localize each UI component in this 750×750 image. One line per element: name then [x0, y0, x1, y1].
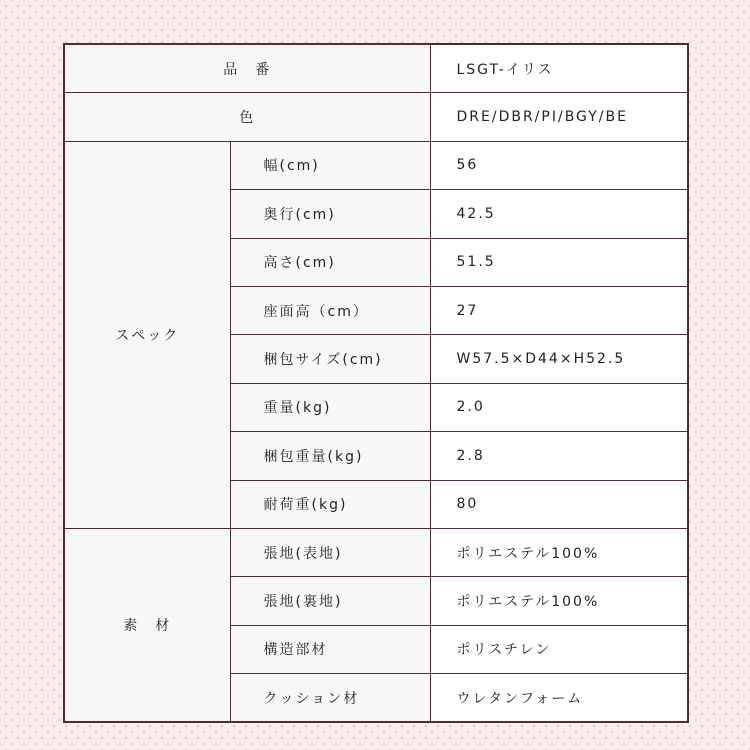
- spec-label-width: 幅(cm): [230, 141, 430, 189]
- spec-label-weight: 重量(kg): [230, 383, 430, 431]
- product-number-label: 品 番: [64, 44, 430, 93]
- spec-value-depth: 42.5: [430, 190, 688, 238]
- spec-value-seat-height: 27: [430, 286, 688, 334]
- material-value-structure: ポリスチレン: [430, 625, 688, 673]
- spec-label-height: 高さ(cm): [230, 238, 430, 286]
- material-value-lining: ポリエステル100%: [430, 577, 688, 625]
- group-label-material: 素 材: [64, 528, 230, 722]
- product-spec-table: [63, 43, 689, 723]
- spec-label-depth: 奥行(cm): [230, 190, 430, 238]
- product-number-value: LSGT-イリス: [430, 44, 688, 93]
- spec-label-seat-height: 座面高（cm）: [230, 286, 430, 334]
- table-row: [64, 528, 688, 576]
- spec-value-load-capacity: 80: [430, 480, 688, 528]
- material-label-cushion: クッション材: [230, 674, 430, 723]
- color-value: DRE/DBR/PI/BGY/BE: [430, 93, 688, 141]
- spec-label-package-size: 梱包サイズ(cm): [230, 335, 430, 383]
- table-row: [64, 141, 688, 189]
- material-label-outer-fabric: 張地(表地): [230, 528, 430, 576]
- spec-value-width: 56: [430, 141, 688, 189]
- material-label-lining: 張地(裏地): [230, 577, 430, 625]
- spec-label-package-weight: 梱包重量(kg): [230, 432, 430, 480]
- table-row-color: [64, 93, 688, 141]
- table-row-product-number: [64, 44, 688, 93]
- material-value-cushion: ウレタンフォーム: [430, 674, 688, 723]
- material-label-structure: 構造部材: [230, 625, 430, 673]
- spec-value-weight: 2.0: [430, 383, 688, 431]
- material-value-outer-fabric: ポリエステル100%: [430, 528, 688, 576]
- spec-value-package-size: W57.5×D44×H52.5: [430, 335, 688, 383]
- spec-label-load-capacity: 耐荷重(kg): [230, 480, 430, 528]
- spec-value-height: 51.5: [430, 238, 688, 286]
- spec-value-package-weight: 2.8: [430, 432, 688, 480]
- group-label-spec: スペック: [64, 141, 230, 528]
- color-label: 色: [64, 93, 430, 141]
